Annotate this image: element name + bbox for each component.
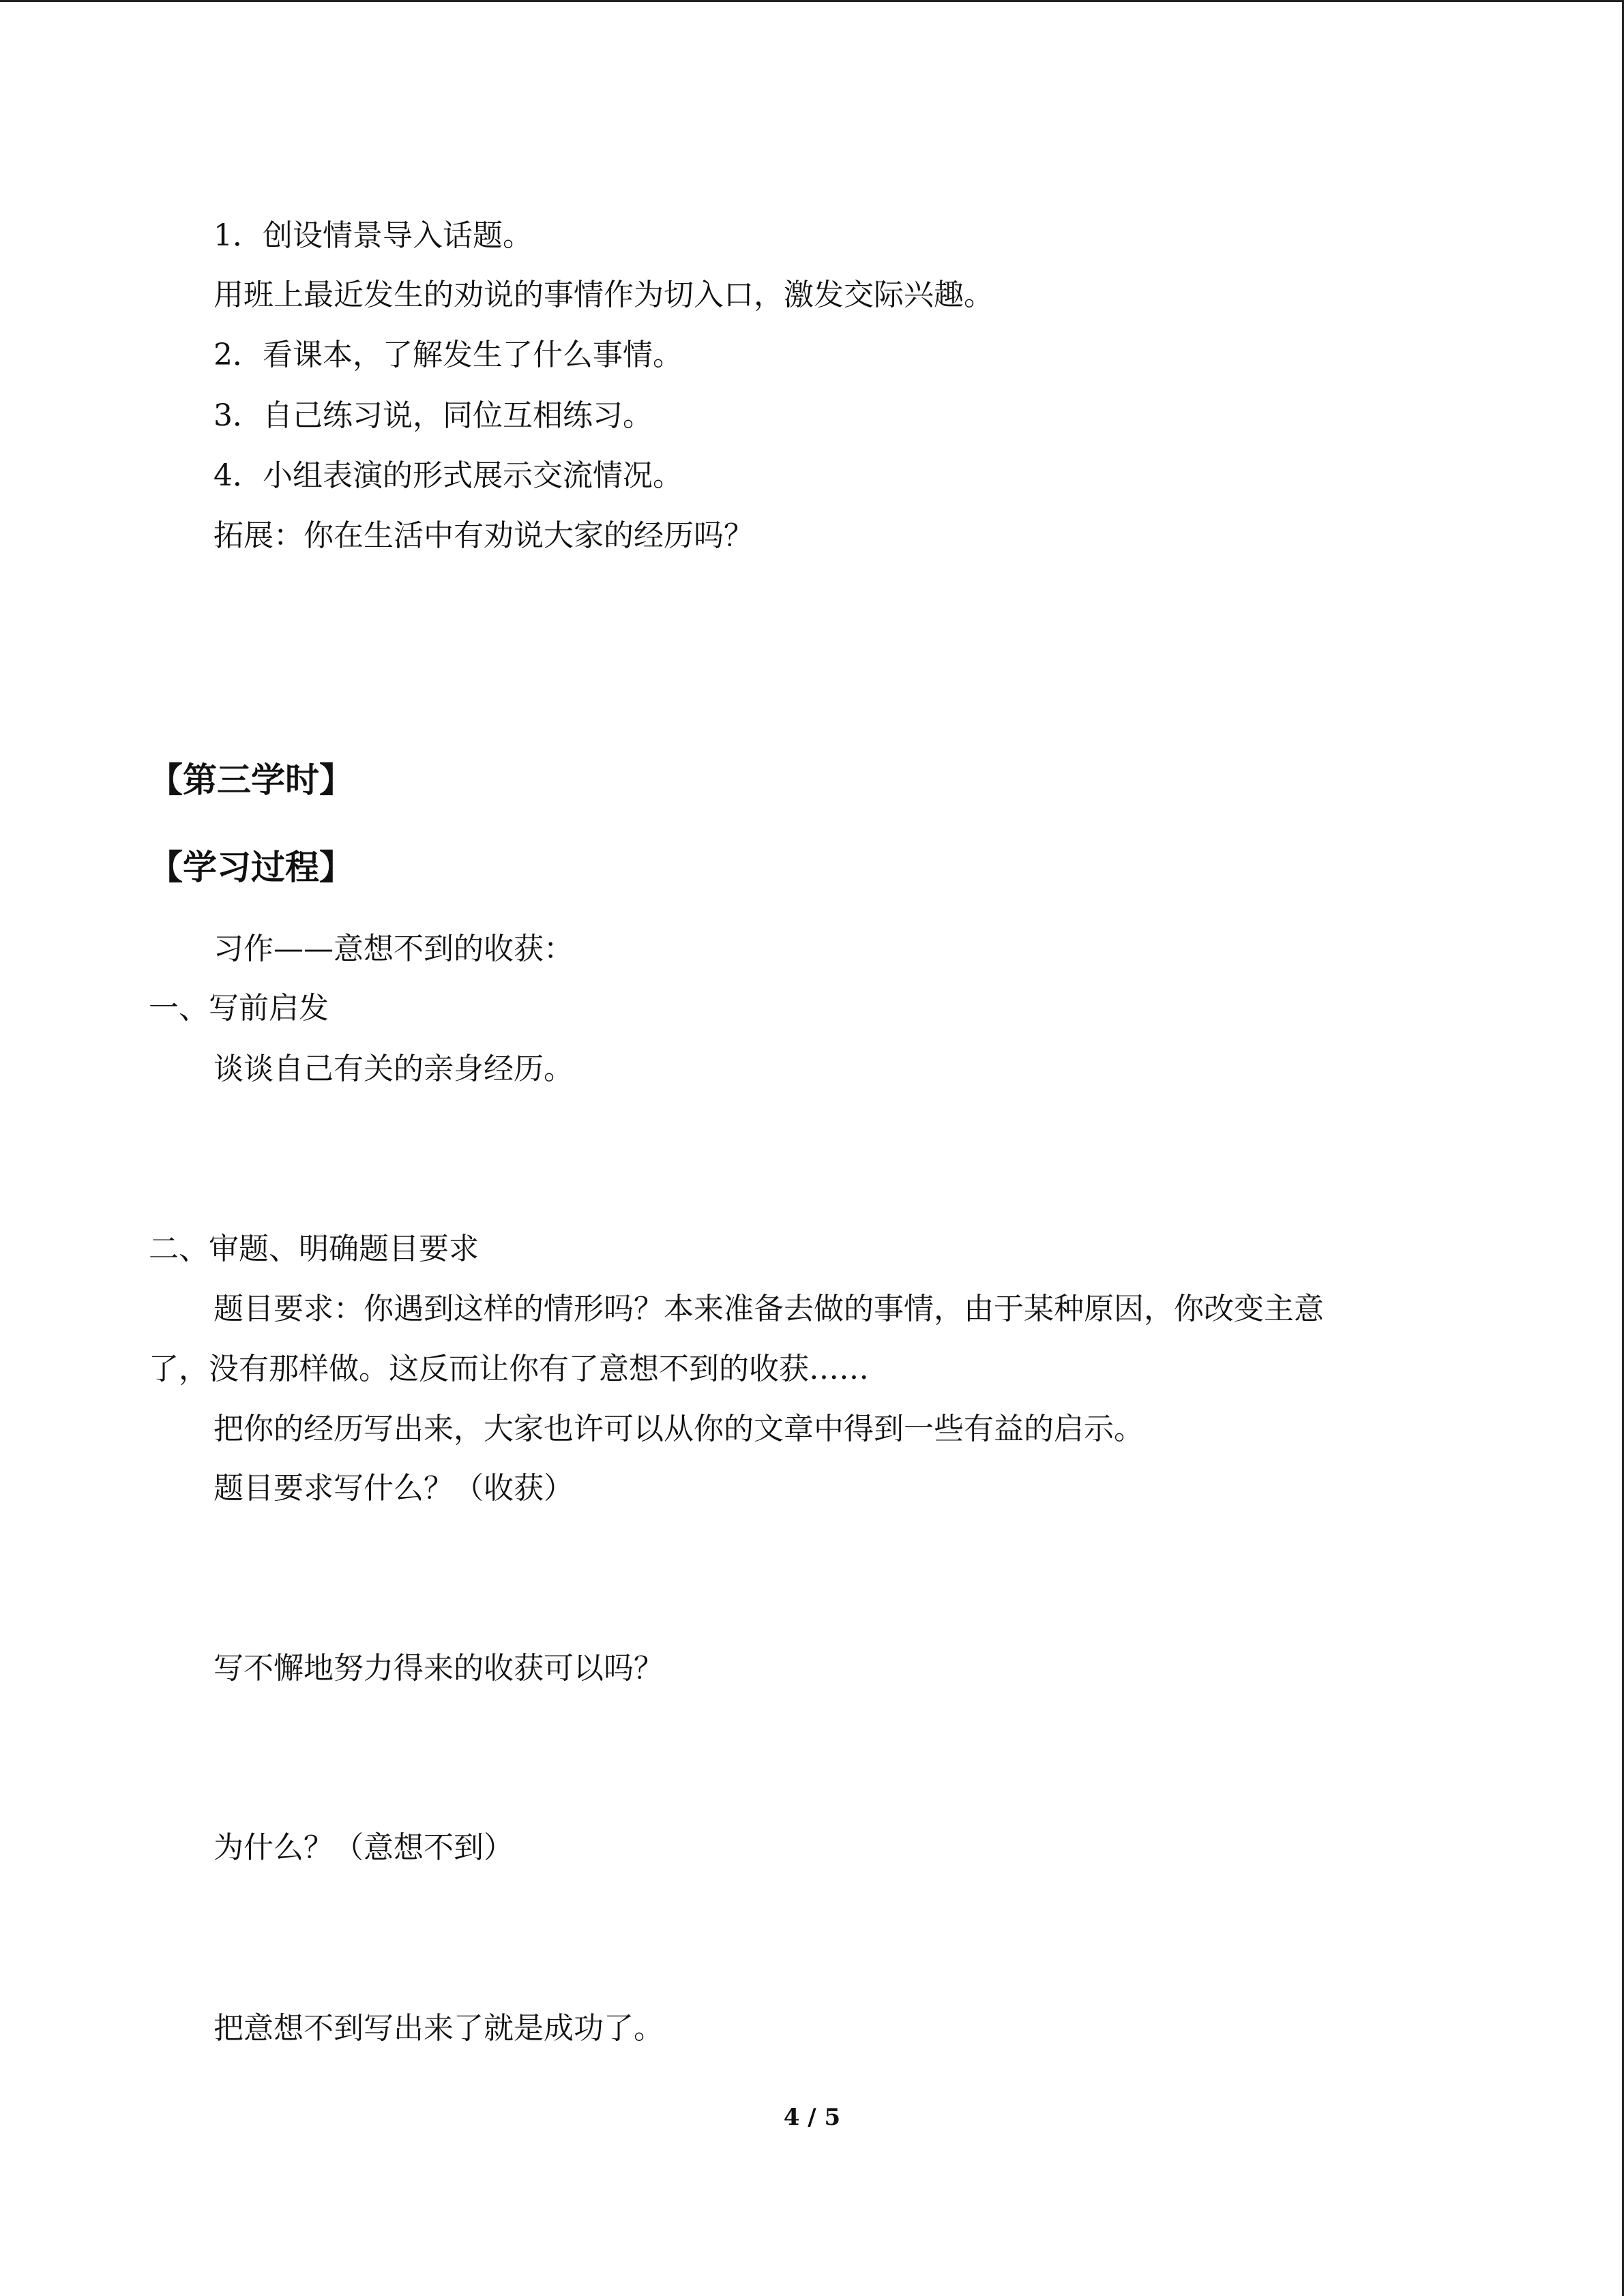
step-3-text: 3．自己练习说，同位互相练习。 — [213, 398, 653, 433]
question-1-text: 题目要求写什么？（收获） — [213, 1471, 574, 1506]
conclusion-text: 把意想不到写出来了就是成功了。 — [213, 2011, 664, 2046]
lesson-3-heading: 【第三学时】 — [149, 760, 353, 800]
requirement-line-3: 把你的经历写出来，大家也许可以从你的文章中得到一些有益的启示。 — [213, 1412, 1144, 1446]
question-2-text: 写不懈地努力得来的收获可以吗？ — [213, 1651, 664, 1686]
step-2-text: 2．看课本，了解发生了什么事情。 — [213, 338, 683, 372]
step-1-text: 1．创设情景导入话题。 — [213, 218, 533, 253]
section-1-body: 谈谈自己有关的亲身经历。 — [213, 1052, 574, 1086]
requirement-line-1: 题目要求：你遇到这样的情形吗？本来准备去做的事情，由于某种原因，你改变主意 — [213, 1292, 1324, 1326]
learning-process-heading: 【学习过程】 — [149, 848, 353, 887]
top-border-line — [0, 0, 1624, 2]
step-4-text: 4．小组表演的形式展示交流情况。 — [213, 458, 683, 493]
extension-text: 拓展：你在生活中有劝说大家的经历吗？ — [213, 518, 754, 553]
writing-topic-intro: 习作——意想不到的收获： — [213, 931, 574, 966]
section-2-title: 二、审题、明确题目要求 — [149, 1232, 479, 1266]
question-3-text: 为什么？（意想不到） — [213, 1830, 514, 1865]
page-number: 4 / 5 — [783, 2104, 841, 2131]
requirement-line-2: 了，没有那样做。这反而让你有了意想不到的收获…… — [149, 1352, 869, 1386]
section-1-title: 一、写前启发 — [149, 991, 329, 1026]
step-1-detail-text: 用班上最近发生的劝说的事情作为切入口，激发交际兴趣。 — [213, 278, 994, 312]
